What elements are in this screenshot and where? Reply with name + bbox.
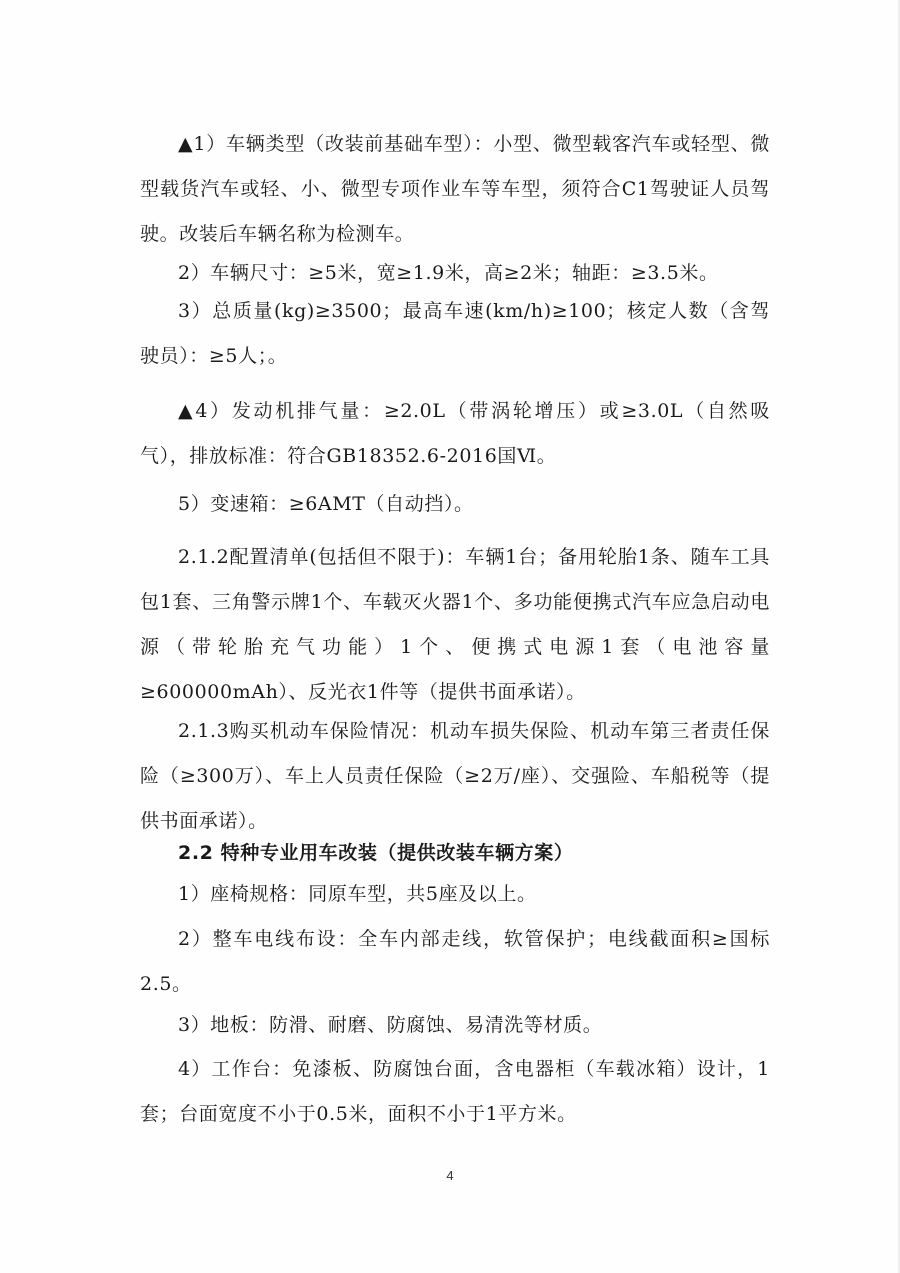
paragraph-vehicle-type: ▲1）车辆类型（改装前基础车型）：小型、微型载客汽车或轻型、微型载货汽车或轻、小、微型专项作业车等车型，须符合C1驾驶证人员驾驶。改装后车辆名称为检测车。 [140,133,770,245]
paragraph-gearbox: 5）变速箱：≥6AMT（自动挡）。 [178,493,474,515]
paragraph-engine: ▲4）发动机排气量：≥2.0L（带涡轮增压）或≥3.0L（自然吸气），排放标准：符合GB18352.6-2016国Ⅵ。 [140,400,770,467]
paragraph-workbench: 4）工作台：免漆板、防腐蚀台面，含电器柜（车载冰箱）设计，1套；台面宽度不小于0.5米，面积不小于1平方米。 [140,1058,770,1125]
section-heading-vehicle-modification: 2.2 特种专业用车改装（提供改装车辆方案） [178,842,574,864]
paragraph-wiring: 2）整车电线布设：全车内部走线，软管保护；电线截面积≥国标2.5。 [140,928,770,995]
paragraph-config-list: 2.1.2配置清单(包括但不限于)：车辆1台；备用轮胎1条、随车工具包1套、三角警示牌1个、车载灭火器1个、多功能便携式汽车应急启动电源（带轮胎充气功能）1个、便携式电源1套（电池容量≥600000mAh）、反光衣1件等（提供书面承诺）。 [140,546,770,703]
paragraph-floor: 3）地板：防滑、耐磨、防腐蚀、易清洗等材质。 [178,1014,603,1036]
paragraph-vehicle-size: 2）车辆尺寸：≥5米，宽≥1.9米，高≥2米；轴距：≥3.5米。 [178,262,719,284]
paragraph-insurance: 2.1.3购买机动车保险情况：机动车损失保险、机动车第三者责任保险（≥300万）、车上人员责任保险（≥2万/座）、交强险、车船税等（提供书面承诺）。 [140,720,770,832]
paragraph-seats: 1）座椅规格：同原车型，共5座及以上。 [178,883,537,905]
page-number: 4 [446,1168,454,1183]
paragraph-total-mass: 3）总质量(kg)≥3500；最高车速(km/h)≥100；核定人数（含驾驶员）：≥5人；。 [140,300,770,367]
